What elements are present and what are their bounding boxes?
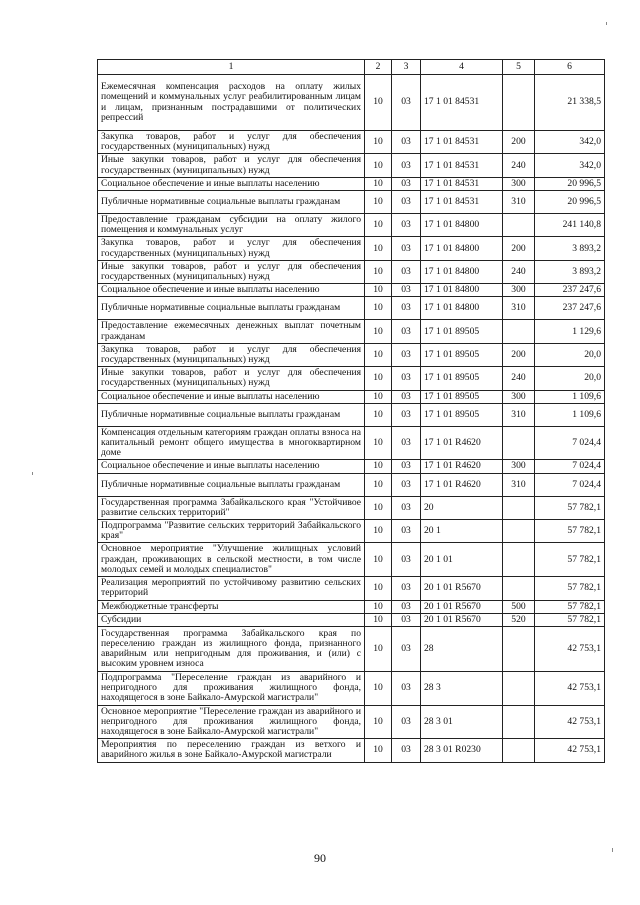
row-name-cell: Социальное обеспечение и иные выплаты населению bbox=[98, 390, 365, 403]
section-code-cell: 10 bbox=[365, 496, 392, 519]
amount-cell: 1 109,6 bbox=[535, 390, 605, 403]
table-row bbox=[98, 390, 605, 403]
target-article-cell: 17 1 01 84531 bbox=[421, 177, 503, 190]
header-cell: 5 bbox=[503, 60, 535, 75]
table-row bbox=[98, 403, 605, 426]
amount-cell: 20 996,5 bbox=[535, 191, 605, 214]
amount-cell: 20 996,5 bbox=[535, 177, 605, 190]
table-row bbox=[98, 214, 605, 237]
subsection-code-cell: 03 bbox=[392, 297, 421, 320]
expense-type-cell: 200 bbox=[503, 131, 535, 154]
section-code-cell: 10 bbox=[365, 343, 392, 366]
table-row bbox=[98, 191, 605, 214]
amount-cell: 342,0 bbox=[535, 131, 605, 154]
row-name-cell: Межбюджетные трансферты bbox=[98, 600, 365, 613]
expense-type-cell: 240 bbox=[503, 154, 535, 177]
section-code-cell: 10 bbox=[365, 600, 392, 613]
amount-cell: 3 893,2 bbox=[535, 260, 605, 283]
target-article-cell: 28 bbox=[421, 626, 503, 671]
row-name-cell: Закупка товаров, работ и услуг для обеспечения государственных (муниципальных) нужд bbox=[98, 237, 365, 260]
amount-cell: 57 782,1 bbox=[535, 520, 605, 543]
subsection-code-cell: 03 bbox=[392, 403, 421, 426]
expense-type-cell bbox=[503, 426, 535, 460]
section-code-cell: 10 bbox=[365, 177, 392, 190]
page-number: 90 bbox=[314, 851, 326, 865]
row-name-cell: Публичные нормативные социальные выплаты гражданам bbox=[98, 473, 365, 496]
expense-type-cell bbox=[503, 705, 535, 739]
amount-cell: 7 024,4 bbox=[535, 426, 605, 460]
scan-speck bbox=[606, 22, 607, 25]
amount-cell: 57 782,1 bbox=[535, 496, 605, 519]
amount-cell: 57 782,1 bbox=[535, 600, 605, 613]
row-name-cell: Публичные нормативные социальные выплаты гражданам bbox=[98, 403, 365, 426]
expense-type-cell: 300 bbox=[503, 390, 535, 403]
target-article-cell: 17 1 01 89505 bbox=[421, 403, 503, 426]
row-name-cell: Реализация мероприятий по устойчивому развитию сельских территорий bbox=[98, 577, 365, 600]
amount-cell: 241 140,8 bbox=[535, 214, 605, 237]
row-name-cell: Социальное обеспечение и иные выплаты населению bbox=[98, 460, 365, 473]
section-code-cell: 10 bbox=[365, 577, 392, 600]
section-code-cell: 10 bbox=[365, 473, 392, 496]
amount-cell: 20,0 bbox=[535, 343, 605, 366]
scan-speck bbox=[32, 472, 33, 475]
row-name-cell: Предоставление гражданам субсидии на оплату жилого помещения и коммунальных услуг bbox=[98, 214, 365, 237]
row-name-cell: Социальное обеспечение и иные выплаты населению bbox=[98, 284, 365, 297]
amount-cell: 21 338,5 bbox=[535, 75, 605, 131]
row-name-cell: Закупка товаров, работ и услуг для обеспечения государственных (муниципальных) нужд bbox=[98, 131, 365, 154]
target-article-cell: 17 1 01 84531 bbox=[421, 131, 503, 154]
table-row bbox=[98, 577, 605, 600]
section-code-cell: 10 bbox=[365, 705, 392, 739]
subsection-code-cell: 03 bbox=[392, 237, 421, 260]
amount-cell: 42 753,1 bbox=[535, 739, 605, 762]
expense-type-cell: 200 bbox=[503, 343, 535, 366]
subsection-code-cell: 03 bbox=[392, 154, 421, 177]
subsection-code-cell: 03 bbox=[392, 320, 421, 343]
amount-cell: 237 247,6 bbox=[535, 297, 605, 320]
table-header-row bbox=[98, 60, 605, 75]
subsection-code-cell: 03 bbox=[392, 214, 421, 237]
section-code-cell: 10 bbox=[365, 131, 392, 154]
row-name-cell: Предоставление ежемесячных денежных выплат почетным гражданам bbox=[98, 320, 365, 343]
expense-type-cell: 310 bbox=[503, 191, 535, 214]
amount-cell: 57 782,1 bbox=[535, 577, 605, 600]
subsection-code-cell: 03 bbox=[392, 671, 421, 705]
row-name-cell: Основное мероприятие "Улучшение жилищных условий граждан, проживающих в сельской местности, в том числе молодых семей и молодых специалистов" bbox=[98, 543, 365, 577]
amount-cell: 3 893,2 bbox=[535, 237, 605, 260]
subsection-code-cell: 03 bbox=[392, 613, 421, 626]
target-article-cell: 17 1 01 89505 bbox=[421, 320, 503, 343]
target-article-cell: 20 1 01 R5670 bbox=[421, 600, 503, 613]
table-row bbox=[98, 705, 605, 739]
table-row bbox=[98, 367, 605, 390]
section-code-cell: 10 bbox=[365, 75, 392, 131]
target-article-cell: 20 1 01 R5670 bbox=[421, 577, 503, 600]
expense-type-cell: 310 bbox=[503, 403, 535, 426]
subsection-code-cell: 03 bbox=[392, 473, 421, 496]
amount-cell: 20,0 bbox=[535, 367, 605, 390]
table-row bbox=[98, 496, 605, 519]
section-code-cell: 10 bbox=[365, 543, 392, 577]
expense-type-cell: 310 bbox=[503, 297, 535, 320]
section-code-cell: 10 bbox=[365, 520, 392, 543]
section-code-cell: 10 bbox=[365, 390, 392, 403]
target-article-cell: 20 1 01 R5670 bbox=[421, 613, 503, 626]
expense-type-cell: 300 bbox=[503, 284, 535, 297]
row-name-cell: Публичные нормативные социальные выплаты гражданам bbox=[98, 191, 365, 214]
row-name-cell: Государственная программа Забайкальского края "Устойчивое развитие сельских территорий" bbox=[98, 496, 365, 519]
header-cell: 3 bbox=[392, 60, 421, 75]
amount-cell: 57 782,1 bbox=[535, 613, 605, 626]
section-code-cell: 10 bbox=[365, 284, 392, 297]
target-article-cell: 17 1 01 84800 bbox=[421, 297, 503, 320]
table-row bbox=[98, 297, 605, 320]
row-name-cell: Подпрограмма "Переселение граждан из аварийного и непригодного для проживания жилищного фонда, находящегося в зоне Байкало-Амурской магистрали" bbox=[98, 671, 365, 705]
row-name-cell: Мероприятия по переселению граждан из ветхого и аварийного жилья в зоне Байкало-Амурской магистрали bbox=[98, 739, 365, 762]
expense-type-cell bbox=[503, 75, 535, 131]
section-code-cell: 10 bbox=[365, 613, 392, 626]
table-row bbox=[98, 131, 605, 154]
table-row bbox=[98, 237, 605, 260]
table-row bbox=[98, 154, 605, 177]
table-row bbox=[98, 460, 605, 473]
section-code-cell: 10 bbox=[365, 154, 392, 177]
header-cell: 1 bbox=[98, 60, 365, 75]
target-article-cell: 17 1 01 84531 bbox=[421, 154, 503, 177]
amount-cell: 42 753,1 bbox=[535, 626, 605, 671]
expense-type-cell bbox=[503, 671, 535, 705]
amount-cell: 7 024,4 bbox=[535, 473, 605, 496]
section-code-cell: 10 bbox=[365, 739, 392, 762]
row-name-cell: Социальное обеспечение и иные выплаты населению bbox=[98, 177, 365, 190]
amount-cell: 237 247,6 bbox=[535, 284, 605, 297]
table-row bbox=[98, 426, 605, 460]
target-article-cell: 17 1 01 84531 bbox=[421, 191, 503, 214]
target-article-cell: 17 1 01 84800 bbox=[421, 260, 503, 283]
subsection-code-cell: 03 bbox=[392, 343, 421, 366]
expense-type-cell bbox=[503, 626, 535, 671]
subsection-code-cell: 03 bbox=[392, 260, 421, 283]
target-article-cell: 28 3 01 bbox=[421, 705, 503, 739]
header-cell: 6 bbox=[535, 60, 605, 75]
expense-type-cell bbox=[503, 320, 535, 343]
table-row bbox=[98, 284, 605, 297]
row-name-cell: Субсидии bbox=[98, 613, 365, 626]
table-row bbox=[98, 520, 605, 543]
amount-cell: 1 109,6 bbox=[535, 403, 605, 426]
section-code-cell: 10 bbox=[365, 426, 392, 460]
target-article-cell: 17 1 01 89505 bbox=[421, 367, 503, 390]
header-cell: 4 bbox=[421, 60, 503, 75]
expense-type-cell bbox=[503, 543, 535, 577]
amount-cell: 57 782,1 bbox=[535, 543, 605, 577]
subsection-code-cell: 03 bbox=[392, 191, 421, 214]
expense-type-cell: 300 bbox=[503, 177, 535, 190]
row-name-cell: Иные закупки товаров, работ и услуг для обеспечения государственных (муниципальных) нужд bbox=[98, 367, 365, 390]
subsection-code-cell: 03 bbox=[392, 460, 421, 473]
subsection-code-cell: 03 bbox=[392, 543, 421, 577]
expense-type-cell: 240 bbox=[503, 367, 535, 390]
expense-type-cell: 240 bbox=[503, 260, 535, 283]
expense-type-cell bbox=[503, 739, 535, 762]
amount-cell: 1 129,6 bbox=[535, 320, 605, 343]
subsection-code-cell: 03 bbox=[392, 131, 421, 154]
target-article-cell: 17 1 01 84800 bbox=[421, 214, 503, 237]
amount-cell: 42 753,1 bbox=[535, 671, 605, 705]
section-code-cell: 10 bbox=[365, 320, 392, 343]
table-row bbox=[98, 343, 605, 366]
subsection-code-cell: 03 bbox=[392, 390, 421, 403]
target-article-cell: 20 1 01 bbox=[421, 543, 503, 577]
header-cell: 2 bbox=[365, 60, 392, 75]
table-row bbox=[98, 177, 605, 190]
expense-type-cell: 300 bbox=[503, 460, 535, 473]
section-code-cell: 10 bbox=[365, 191, 392, 214]
expense-type-cell bbox=[503, 577, 535, 600]
row-name-cell: Иные закупки товаров, работ и услуг для обеспечения государственных (муниципальных) нужд bbox=[98, 260, 365, 283]
subsection-code-cell: 03 bbox=[392, 626, 421, 671]
target-article-cell: 17 1 01 89505 bbox=[421, 390, 503, 403]
row-name-cell: Закупка товаров, работ и услуг для обеспечения государственных (муниципальных) нужд bbox=[98, 343, 365, 366]
budget-table bbox=[97, 59, 605, 763]
subsection-code-cell: 03 bbox=[392, 367, 421, 390]
table-row bbox=[98, 320, 605, 343]
table-row bbox=[98, 75, 605, 131]
section-code-cell: 10 bbox=[365, 297, 392, 320]
section-code-cell: 10 bbox=[365, 260, 392, 283]
table-row bbox=[98, 260, 605, 283]
expense-type-cell: 310 bbox=[503, 473, 535, 496]
section-code-cell: 10 bbox=[365, 671, 392, 705]
target-article-cell: 17 1 01 84800 bbox=[421, 237, 503, 260]
subsection-code-cell: 03 bbox=[392, 520, 421, 543]
target-article-cell: 17 1 01 R4620 bbox=[421, 460, 503, 473]
target-article-cell: 17 1 01 84531 bbox=[421, 75, 503, 131]
subsection-code-cell: 03 bbox=[392, 75, 421, 131]
section-code-cell: 10 bbox=[365, 214, 392, 237]
subsection-code-cell: 03 bbox=[392, 600, 421, 613]
amount-cell: 42 753,1 bbox=[535, 705, 605, 739]
expense-type-cell: 500 bbox=[503, 600, 535, 613]
row-name-cell: Компенсация отдельным категориям граждан оплаты взноса на капитальный ремонт общего имущества в многоквартирном доме bbox=[98, 426, 365, 460]
target-article-cell: 17 1 01 84800 bbox=[421, 284, 503, 297]
target-article-cell: 28 3 bbox=[421, 671, 503, 705]
table-row bbox=[98, 626, 605, 671]
table-row bbox=[98, 600, 605, 613]
row-name-cell: Иные закупки товаров, работ и услуг для обеспечения государственных (муниципальных) нужд bbox=[98, 154, 365, 177]
row-name-cell: Основное мероприятие "Переселение граждан из аварийного и непригодного для проживания жилищного фонда, находящегося в зоне Байкало-Амурской магистрали" bbox=[98, 705, 365, 739]
target-article-cell: 17 1 01 R4620 bbox=[421, 473, 503, 496]
expense-type-cell bbox=[503, 496, 535, 519]
amount-cell: 7 024,4 bbox=[535, 460, 605, 473]
section-code-cell: 10 bbox=[365, 626, 392, 671]
row-name-cell: Публичные нормативные социальные выплаты гражданам bbox=[98, 297, 365, 320]
subsection-code-cell: 03 bbox=[392, 739, 421, 762]
expense-type-cell bbox=[503, 520, 535, 543]
amount-cell: 342,0 bbox=[535, 154, 605, 177]
subsection-code-cell: 03 bbox=[392, 577, 421, 600]
subsection-code-cell: 03 bbox=[392, 496, 421, 519]
target-article-cell: 20 1 bbox=[421, 520, 503, 543]
target-article-cell: 20 bbox=[421, 496, 503, 519]
subsection-code-cell: 03 bbox=[392, 177, 421, 190]
row-name-cell: Ежемесячная компенсация расходов на оплату жилых помещений и коммунальных услуг реабилитированным лицам и лицам, признанным пострадавшими от политических репрессий bbox=[98, 75, 365, 131]
table-row bbox=[98, 671, 605, 705]
subsection-code-cell: 03 bbox=[392, 426, 421, 460]
section-code-cell: 10 bbox=[365, 237, 392, 260]
table-row bbox=[98, 473, 605, 496]
target-article-cell: 28 3 01 R0230 bbox=[421, 739, 503, 762]
table-row bbox=[98, 613, 605, 626]
scan-speck bbox=[612, 848, 613, 852]
row-name-cell: Государственная программа Забайкальского края по переселению граждан из жилищного фонда, признанного аварийным или непригодным для проживания, и (или) с высоким уровнем износа bbox=[98, 626, 365, 671]
subsection-code-cell: 03 bbox=[392, 284, 421, 297]
target-article-cell: 17 1 01 89505 bbox=[421, 343, 503, 366]
table-row bbox=[98, 543, 605, 577]
section-code-cell: 10 bbox=[365, 403, 392, 426]
table-row bbox=[98, 739, 605, 762]
section-code-cell: 10 bbox=[365, 367, 392, 390]
expense-type-cell: 200 bbox=[503, 237, 535, 260]
subsection-code-cell: 03 bbox=[392, 705, 421, 739]
section-code-cell: 10 bbox=[365, 460, 392, 473]
target-article-cell: 17 1 01 R4620 bbox=[421, 426, 503, 460]
expense-type-cell bbox=[503, 214, 535, 237]
expense-type-cell: 520 bbox=[503, 613, 535, 626]
row-name-cell: Подпрограмма "Развитие сельских территорий Забайкальского края" bbox=[98, 520, 365, 543]
